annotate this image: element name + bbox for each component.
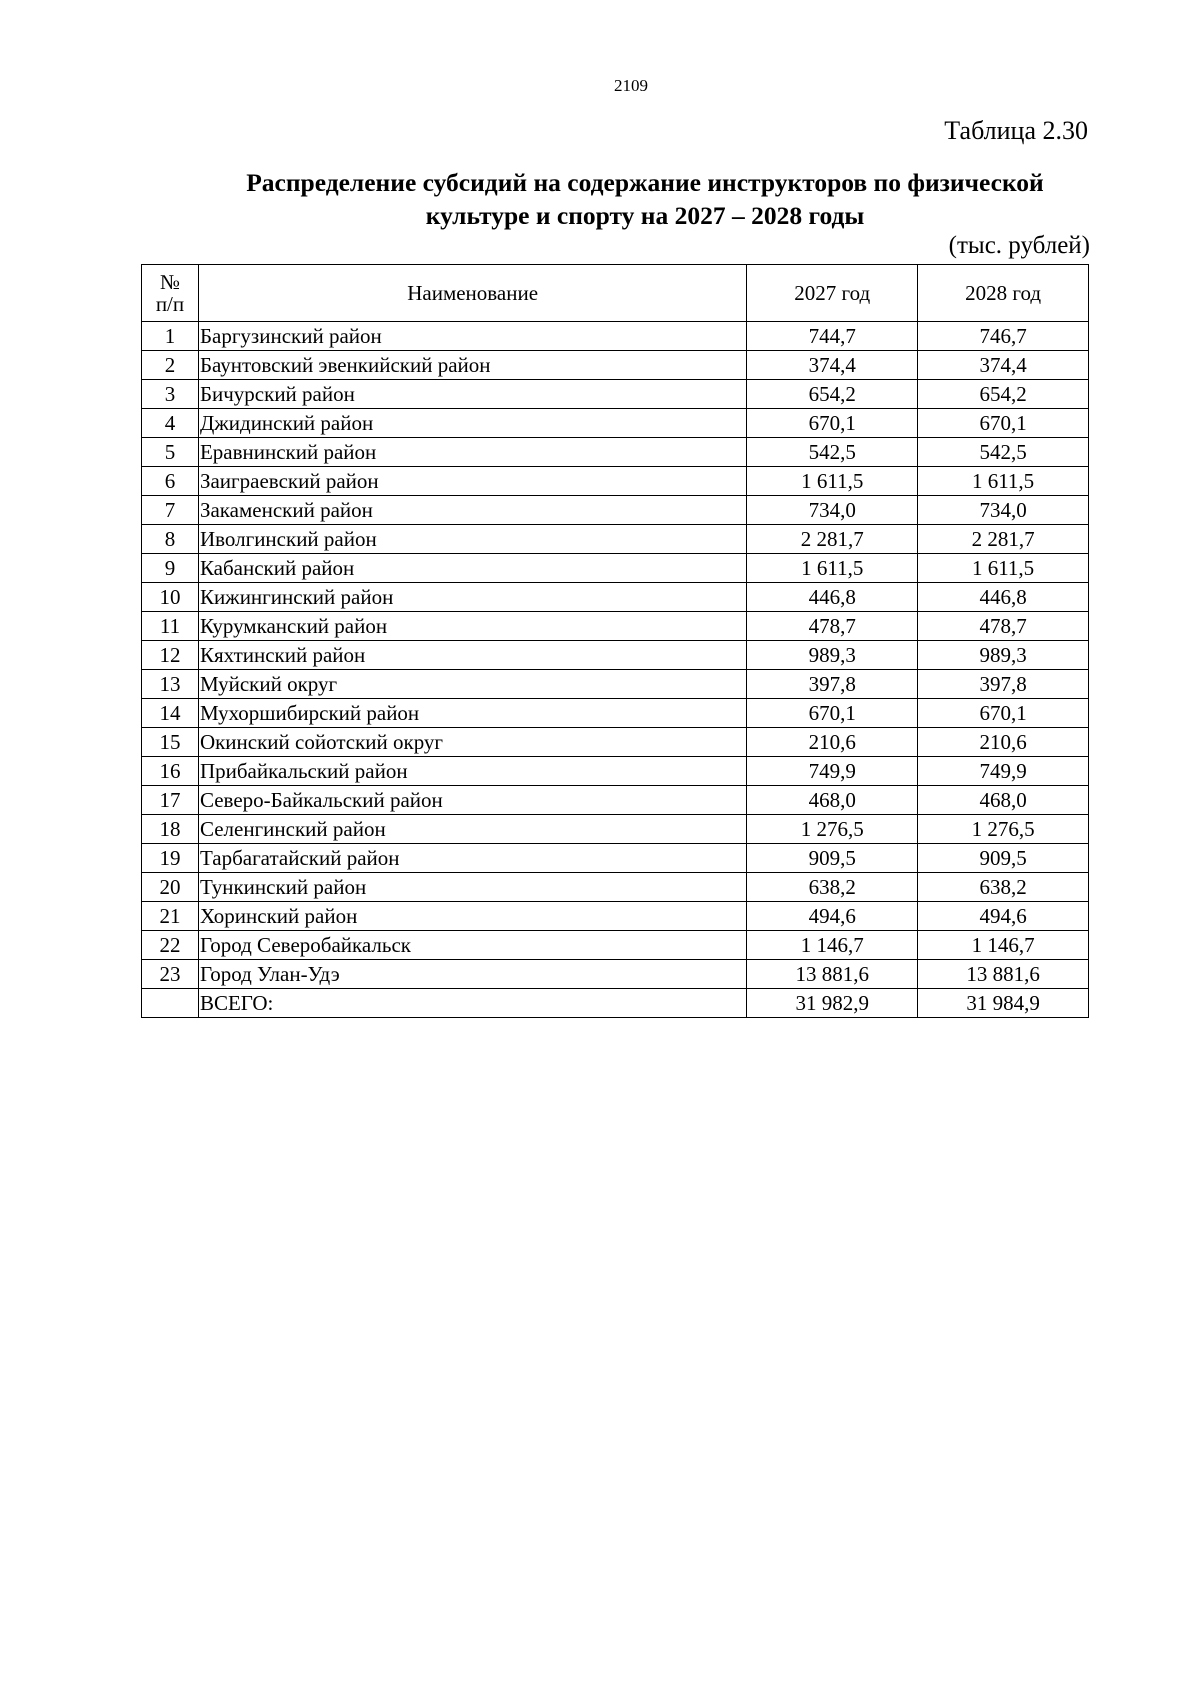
header-num bbox=[142, 265, 199, 322]
row-2028-cell: 1 611,5 bbox=[918, 554, 1089, 583]
row-2028-cell: 478,7 bbox=[918, 612, 1089, 641]
row-name-cell: Кабанский район bbox=[198, 554, 746, 583]
row-2028-cell: 13 881,6 bbox=[918, 960, 1089, 989]
row-number-cell: 8 bbox=[142, 525, 199, 554]
row-name-cell: Тарбагатайский район bbox=[198, 844, 746, 873]
row-2027-cell: 638,2 bbox=[747, 873, 918, 902]
row-name-cell: Муйский округ bbox=[198, 670, 746, 699]
table-row bbox=[142, 322, 1089, 351]
row-2028-cell: 909,5 bbox=[918, 844, 1089, 873]
row-2027-cell: 989,3 bbox=[747, 641, 918, 670]
row-number-cell: 15 bbox=[142, 728, 199, 757]
row-name-cell: Кижингинский район bbox=[198, 583, 746, 612]
table-row bbox=[142, 670, 1089, 699]
title-line-1: Распределение субсидий на содержание инструкторов по физической bbox=[246, 168, 1044, 197]
row-2028-cell: 734,0 bbox=[918, 496, 1089, 525]
row-2027-cell: 1 611,5 bbox=[747, 467, 918, 496]
row-2027-cell: 31 982,9 bbox=[747, 989, 918, 1018]
row-2028-cell: 746,7 bbox=[918, 322, 1089, 351]
row-name-cell: Северо-Байкальский район bbox=[198, 786, 746, 815]
table-row bbox=[142, 525, 1089, 554]
table-row bbox=[142, 728, 1089, 757]
table-row bbox=[142, 641, 1089, 670]
row-2028-cell: 397,8 bbox=[918, 670, 1089, 699]
row-2027-cell: 1 611,5 bbox=[747, 554, 918, 583]
row-number-cell: 12 bbox=[142, 641, 199, 670]
row-name-cell: Баунтовский эвенкийский район bbox=[198, 351, 746, 380]
table-title bbox=[190, 166, 1100, 232]
row-2028-cell: 542,5 bbox=[918, 438, 1089, 467]
table-label: Таблица 2.30 bbox=[944, 116, 1088, 145]
row-name-cell: Прибайкальский район bbox=[198, 757, 746, 786]
row-2028-cell: 1 276,5 bbox=[918, 815, 1089, 844]
table-row bbox=[142, 351, 1089, 380]
row-name-cell: Закаменский район bbox=[198, 496, 746, 525]
table-row bbox=[142, 699, 1089, 728]
row-name-cell: Город Улан-Удэ bbox=[198, 960, 746, 989]
row-2028-cell: 210,6 bbox=[918, 728, 1089, 757]
table-row bbox=[142, 757, 1089, 786]
table-row bbox=[142, 902, 1089, 931]
table-row bbox=[142, 931, 1089, 960]
row-2027-cell: 446,8 bbox=[747, 583, 918, 612]
row-name-cell: Город Северобайкальск bbox=[198, 931, 746, 960]
table-row bbox=[142, 873, 1089, 902]
row-number-cell: 13 bbox=[142, 670, 199, 699]
row-number-cell: 14 bbox=[142, 699, 199, 728]
row-number-cell: 21 bbox=[142, 902, 199, 931]
row-2028-cell: 749,9 bbox=[918, 757, 1089, 786]
table-row bbox=[142, 554, 1089, 583]
row-name-cell: Селенгинский район bbox=[198, 815, 746, 844]
row-number-cell: 22 bbox=[142, 931, 199, 960]
row-2028-cell: 1 146,7 bbox=[918, 931, 1089, 960]
row-number-cell: 20 bbox=[142, 873, 199, 902]
row-2028-cell: 494,6 bbox=[918, 902, 1089, 931]
row-2027-cell: 468,0 bbox=[747, 786, 918, 815]
row-name-cell: Кяхтинский район bbox=[198, 641, 746, 670]
row-2027-cell: 909,5 bbox=[747, 844, 918, 873]
row-number-cell: 6 bbox=[142, 467, 199, 496]
table-row bbox=[142, 496, 1089, 525]
table-row bbox=[142, 960, 1089, 989]
row-number-cell bbox=[142, 989, 199, 1018]
page-number: 2109 bbox=[614, 76, 648, 95]
row-number-cell: 7 bbox=[142, 496, 199, 525]
row-2028-cell: 638,2 bbox=[918, 873, 1089, 902]
row-name-cell: Еравнинский район bbox=[198, 438, 746, 467]
row-2027-cell: 210,6 bbox=[747, 728, 918, 757]
table-row bbox=[142, 844, 1089, 873]
row-number-cell: 23 bbox=[142, 960, 199, 989]
row-2027-cell: 654,2 bbox=[747, 380, 918, 409]
row-name-cell: Заиграевский район bbox=[198, 467, 746, 496]
table-row bbox=[142, 583, 1089, 612]
row-2027-cell: 374,4 bbox=[747, 351, 918, 380]
header-name: Наименование bbox=[198, 265, 746, 322]
row-2027-cell: 1 276,5 bbox=[747, 815, 918, 844]
subsidy-table bbox=[141, 264, 1089, 1018]
header-year-2028: 2028 год bbox=[918, 265, 1089, 322]
row-2028-cell: 31 984,9 bbox=[918, 989, 1089, 1018]
row-name-cell: Тункинский район bbox=[198, 873, 746, 902]
table-body bbox=[142, 322, 1089, 1018]
table-row bbox=[142, 786, 1089, 815]
row-name-cell: Хоринский район bbox=[198, 902, 746, 931]
row-2028-cell: 374,4 bbox=[918, 351, 1089, 380]
row-2027-cell: 670,1 bbox=[747, 699, 918, 728]
row-2028-cell: 2 281,7 bbox=[918, 525, 1089, 554]
header-num-line-2: п/п bbox=[155, 292, 185, 316]
row-2027-cell: 1 146,7 bbox=[747, 931, 918, 960]
row-number-cell: 18 bbox=[142, 815, 199, 844]
row-2027-cell: 734,0 bbox=[747, 496, 918, 525]
row-2027-cell: 494,6 bbox=[747, 902, 918, 931]
row-2027-cell: 13 881,6 bbox=[747, 960, 918, 989]
row-2027-cell: 744,7 bbox=[747, 322, 918, 351]
row-2027-cell: 2 281,7 bbox=[747, 525, 918, 554]
row-number-cell: 1 bbox=[142, 322, 199, 351]
row-name-cell: Бичурский район bbox=[198, 380, 746, 409]
table-row bbox=[142, 380, 1089, 409]
row-2028-cell: 446,8 bbox=[918, 583, 1089, 612]
row-number-cell: 5 bbox=[142, 438, 199, 467]
table-row bbox=[142, 467, 1089, 496]
row-name-cell: Иволгинский район bbox=[198, 525, 746, 554]
row-number-cell: 10 bbox=[142, 583, 199, 612]
row-2027-cell: 670,1 bbox=[747, 409, 918, 438]
table-row bbox=[142, 612, 1089, 641]
row-name-cell: Баргузинский район bbox=[198, 322, 746, 351]
row-number-cell: 17 bbox=[142, 786, 199, 815]
row-2028-cell: 1 611,5 bbox=[918, 467, 1089, 496]
header-year-2027: 2027 год bbox=[747, 265, 918, 322]
total-row bbox=[142, 989, 1089, 1018]
row-name-cell: Курумканский район bbox=[198, 612, 746, 641]
row-2028-cell: 654,2 bbox=[918, 380, 1089, 409]
row-2027-cell: 478,7 bbox=[747, 612, 918, 641]
row-number-cell: 2 bbox=[142, 351, 199, 380]
row-number-cell: 3 bbox=[142, 380, 199, 409]
row-2028-cell: 670,1 bbox=[918, 409, 1089, 438]
row-2028-cell: 670,1 bbox=[918, 699, 1089, 728]
row-2028-cell: 468,0 bbox=[918, 786, 1089, 815]
row-number-cell: 19 bbox=[142, 844, 199, 873]
table-row bbox=[142, 438, 1089, 467]
row-name-cell: ВСЕГО: bbox=[198, 989, 746, 1018]
row-2027-cell: 397,8 bbox=[747, 670, 918, 699]
row-number-cell: 4 bbox=[142, 409, 199, 438]
row-number-cell: 16 bbox=[142, 757, 199, 786]
table-row bbox=[142, 815, 1089, 844]
row-number-cell: 9 bbox=[142, 554, 199, 583]
row-name-cell: Джидинский район bbox=[198, 409, 746, 438]
row-name-cell: Мухоршибирский район bbox=[198, 699, 746, 728]
row-2027-cell: 542,5 bbox=[747, 438, 918, 467]
row-name-cell: Окинский сойотский округ bbox=[198, 728, 746, 757]
units-note: (тыс. рублей) bbox=[948, 232, 1090, 259]
row-2027-cell: 749,9 bbox=[747, 757, 918, 786]
header-num-line-1: № bbox=[159, 270, 180, 294]
row-2028-cell: 989,3 bbox=[918, 641, 1089, 670]
table-header-row bbox=[142, 265, 1089, 322]
title-line-2: культуре и спорту на 2027 – 2028 годы bbox=[425, 201, 865, 230]
row-number-cell: 11 bbox=[142, 612, 199, 641]
table-row bbox=[142, 409, 1089, 438]
